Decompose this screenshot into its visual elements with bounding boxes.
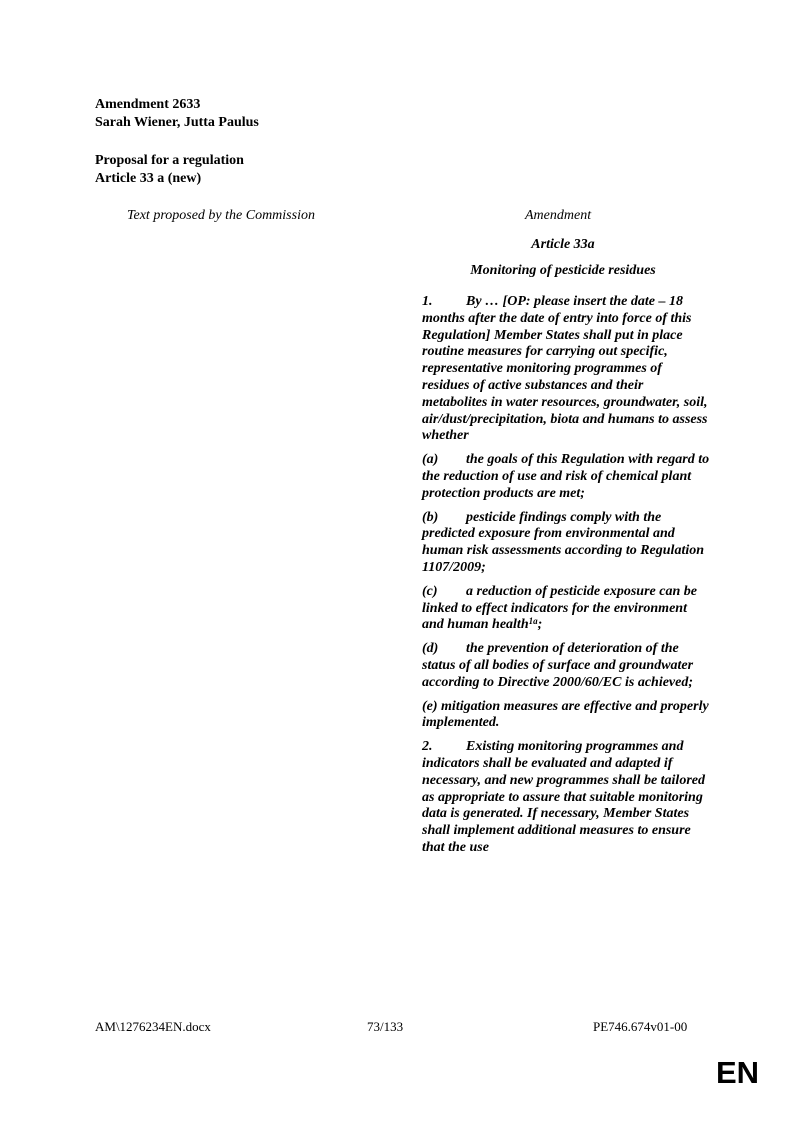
point-b — [422, 510, 712, 577]
footnote-ref: 1a — [528, 616, 538, 627]
column-heading-commission: Text proposed by the Commission — [127, 208, 315, 223]
point-b-text: pesticide findings comply with the predicted exposure from environmental and human risk assessments according to Regulation 1107/2009; — [422, 509, 705, 575]
point-c-label: (c) — [422, 583, 438, 599]
point-a-text: the goals of this Regulation with regard to the reduction of use and risk of chemical plant protection products are met; — [422, 452, 710, 501]
paragraph-1 — [422, 294, 712, 445]
article-subtitle: Monitoring of pesticide residues — [470, 263, 656, 278]
point-c — [422, 584, 712, 634]
paragraph-2 — [422, 739, 712, 857]
paragraph-1-text: By … [OP: please insert the date – 18 months after the date of entry into force of this Regulation] Member States shall put in place routine measures for carrying out specific, representative monitoring programmes of residues of active substances and their metabolites in water resources, groundwater, soil, air/dust/precipitation, biota and humans to assess whether — [422, 294, 708, 444]
proposal-article: Article 33 a (new) — [95, 171, 202, 186]
paragraph-1-number: 1. — [422, 294, 433, 309]
proposal-title: Proposal for a regulation — [95, 153, 244, 168]
footer-doc-ref: AM\1276234EN.docx — [95, 1019, 211, 1034]
amendment-header — [95, 96, 259, 132]
proposal-header — [95, 152, 244, 188]
amendment-number: Amendment 2633 — [95, 97, 201, 112]
point-c-text: a reduction of pesticide exposure can be linked to effect indicators for the environment and human health — [422, 583, 697, 633]
paragraph-2-number: 2. — [422, 739, 433, 755]
amendment-body — [422, 294, 712, 864]
point-a-label: (a) — [422, 452, 439, 468]
column-heading-amendment: Amendment — [525, 208, 592, 223]
point-b-label: (b) — [422, 509, 439, 525]
amendment-authors: Sarah Wiener, Jutta Paulus — [95, 115, 259, 130]
article-title: Article 33a — [531, 237, 595, 252]
footer-page-number: 73/133 — [367, 1019, 404, 1034]
point-d — [422, 641, 712, 691]
point-d-text: the prevention of deterioration of the status of all bodies of surface and groundwater according to Directive 2000/60/EC is achieved; — [422, 641, 694, 690]
point-e: (e) mitigation measures are effective and properly implemented. — [422, 698, 709, 731]
footer-pe-ref: PE746.674v01-00 — [593, 1019, 688, 1034]
paragraph-2-text: Existing monitoring programmes and indicators shall be evaluated and adapted if necessary, and new programmes shall be tailored as appropriate to assure that suitable monitoring data is generated. If necessary, Member States shall implement additional measures to ensure that the use — [422, 739, 705, 855]
language-code: EN — [716, 1055, 760, 1090]
point-c-end: ; — [537, 617, 543, 633]
point-a — [422, 452, 712, 502]
point-d-label: (d) — [422, 641, 439, 657]
